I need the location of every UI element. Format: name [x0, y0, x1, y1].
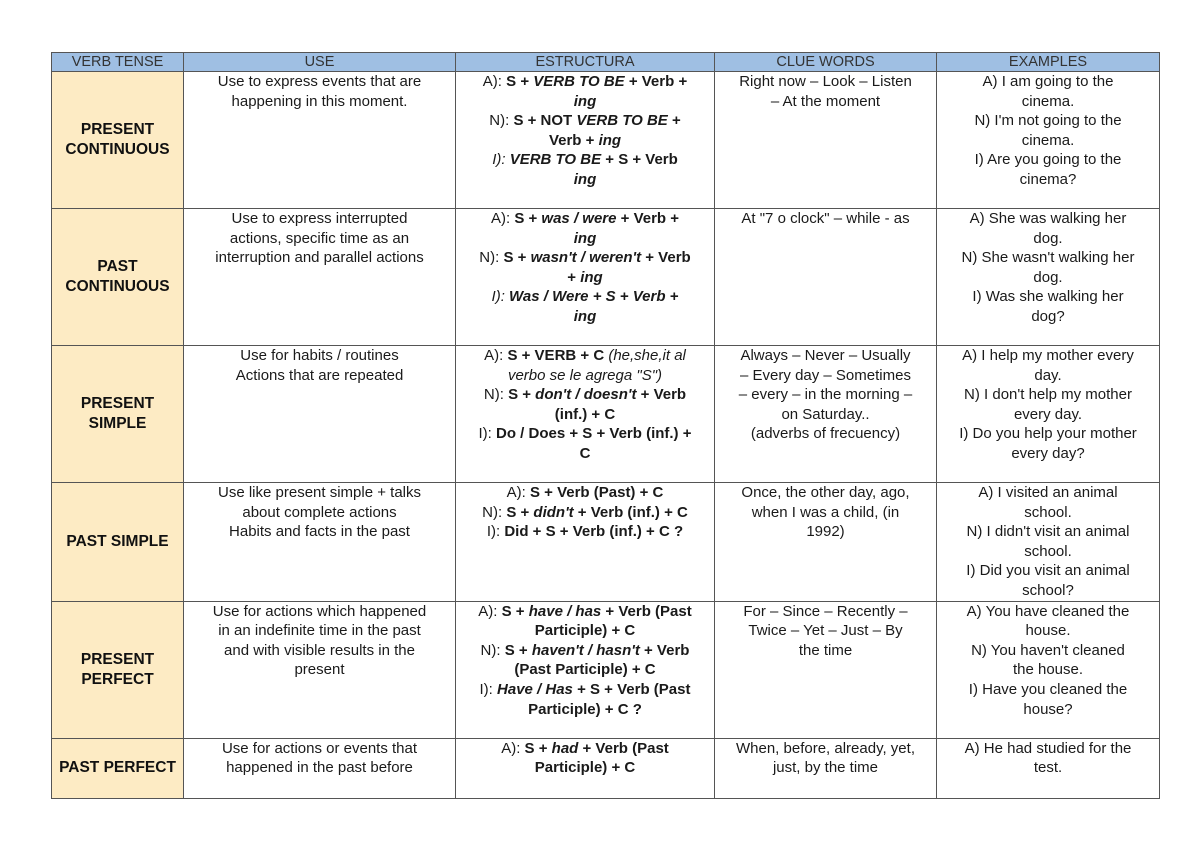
example-line: day. — [1034, 366, 1062, 384]
example-line: I) Have you cleaned the — [968, 680, 1128, 698]
structure-segment: N): — [482, 503, 507, 521]
structure-line — [460, 366, 710, 386]
structure-segment: wasn't / weren't — [530, 249, 642, 267]
structure-segment: S + NOT — [513, 112, 577, 130]
clue-line: Right now – Look – Listen — [739, 73, 912, 90]
example-line: test. — [1033, 759, 1063, 777]
use-line: Use to express interrupted — [231, 210, 408, 227]
structure-line — [460, 150, 710, 170]
structure-line — [460, 700, 710, 720]
structure-segment: I): — [492, 151, 510, 169]
structure-segment: + Verb (inf.) + C — [573, 503, 688, 521]
clue-line: Always – Never – Usually — [740, 347, 911, 364]
example-line: N) You haven't cleaned — [971, 641, 1125, 659]
example-line: school. — [1024, 503, 1072, 521]
tense-cell — [52, 72, 184, 209]
examples-cell — [937, 72, 1160, 209]
example-line: cinema? — [1019, 170, 1077, 188]
tense-name: PAST PERFECT — [59, 759, 176, 777]
table-row — [52, 738, 1160, 798]
structure-segment: ing — [573, 92, 597, 110]
examples-cell — [937, 601, 1160, 738]
use-cell — [184, 346, 456, 483]
structure-segment: Verb + — [548, 131, 599, 149]
structure-line — [460, 92, 710, 112]
example-line: A) I am going to the — [982, 73, 1114, 90]
structure-segment: A): — [506, 484, 530, 501]
structure-segment: (inf.) + C — [554, 405, 616, 423]
structure-segment: C — [579, 444, 591, 462]
clue-words-cell — [715, 72, 937, 209]
tense-cell — [52, 738, 184, 798]
use-line: interruption and parallel actions — [215, 249, 424, 267]
structure-segment: + Verb (Past — [601, 602, 692, 620]
example-line: cinema. — [1021, 131, 1075, 149]
use-cell — [184, 209, 456, 346]
clue-words-cell — [715, 346, 937, 483]
use-line: Use like present simple + talks — [218, 484, 421, 501]
example-line: dog? — [1031, 307, 1065, 325]
structure-cell — [456, 346, 715, 483]
tense-name: PRESENT CONTINUOUS — [65, 121, 170, 158]
clue-line: Twice – Yet – Just – By — [748, 622, 903, 640]
clue-words-cell — [715, 738, 937, 798]
structure-segment: + Verb — [639, 641, 690, 659]
use-line: Use for habits / routines — [240, 347, 399, 364]
examples-cell — [937, 209, 1160, 346]
use-cell — [184, 483, 456, 602]
structure-segment: Participle) + C ? — [528, 700, 642, 718]
tense-cell — [52, 346, 184, 483]
use-line: Actions that are repeated — [235, 366, 404, 384]
clue-line: the time — [798, 641, 853, 659]
tense-name: PRESENT PERFECT — [80, 650, 155, 688]
structure-segment: + — [667, 112, 681, 130]
structure-cell — [456, 601, 715, 738]
use-line: Habits and facts in the past — [229, 523, 410, 541]
header-verb-tense: VERB TENSE — [52, 53, 184, 72]
structure-segment: (he,she,it al — [608, 347, 686, 364]
tense-cell — [52, 601, 184, 738]
structure-line — [460, 405, 710, 425]
clue-line: – Every day – Sometimes — [740, 366, 911, 384]
structure-segment: didn't — [533, 503, 574, 521]
structure-line — [460, 72, 710, 92]
structure-segment: verbo se le agrega "S") — [507, 366, 663, 384]
structure-line — [460, 758, 710, 778]
structure-segment: S + Verb (Past) + C — [529, 484, 664, 501]
example-line: N) I didn't visit an animal — [966, 523, 1130, 541]
structure-segment: A): — [478, 602, 502, 620]
example-line: the house. — [1012, 661, 1084, 679]
use-line: Use for actions which happened — [212, 602, 427, 620]
structure-line — [460, 209, 710, 229]
structure-line — [460, 503, 710, 523]
example-line: A) You have cleaned the — [966, 602, 1130, 620]
example-line: N) She wasn't walking her — [961, 249, 1135, 267]
structure-segment: Do / Does + S + Verb (inf.) + — [496, 425, 692, 443]
examples-cell — [937, 483, 1160, 602]
use-line: Use for actions or events that — [221, 739, 418, 757]
clue-words-cell — [715, 209, 937, 346]
structure-line — [460, 170, 710, 190]
header-clue-words: CLUE WORDS — [715, 53, 937, 72]
structure-segment: + Verb + — [616, 210, 680, 227]
structure-line — [460, 287, 710, 307]
table-row — [52, 601, 1160, 738]
structure-segment: S + — [514, 210, 542, 227]
example-line: A) She was walking her — [969, 210, 1127, 227]
structure-line — [460, 111, 710, 131]
structure-line — [460, 248, 710, 268]
structure-cell — [456, 72, 715, 209]
examples-cell — [937, 738, 1160, 798]
structure-segment: N): — [489, 112, 514, 130]
header-use: USE — [184, 53, 456, 72]
example-line: A) He had studied for the — [964, 739, 1132, 757]
structure-segment: + S + Verb — [601, 151, 678, 169]
structure-segment: N): — [480, 641, 505, 659]
clue-line: For – Since – Recently – — [743, 602, 908, 620]
use-line: present — [294, 661, 345, 679]
structure-segment: Was / Were + S + Verb + — [509, 288, 679, 306]
verb-tenses-table — [51, 52, 1160, 799]
structure-segment: ing — [580, 268, 603, 286]
structure-line — [460, 346, 710, 366]
tense-cell — [52, 209, 184, 346]
use-line: happening in this moment. — [231, 92, 408, 110]
structure-segment: A): — [490, 210, 515, 227]
example-line: N) I don't help my mother — [964, 386, 1132, 404]
structure-line — [460, 602, 710, 622]
use-line: and with visible results in the — [224, 641, 415, 659]
structure-segment: have / has — [528, 602, 602, 620]
tense-cell — [52, 483, 184, 602]
structure-segment: S + — [506, 73, 534, 90]
clue-line: When, before, already, yet, — [736, 739, 915, 757]
structure-segment: A): — [484, 347, 508, 364]
example-line: cinema. — [1021, 92, 1075, 110]
clue-line: 1992) — [806, 523, 845, 541]
structure-segment: A): — [482, 73, 507, 90]
clue-line: (adverbs of frecuency) — [750, 425, 901, 443]
structure-line — [460, 739, 710, 759]
clue-line: – At the moment — [770, 92, 881, 110]
structure-segment: don't / doesn't — [535, 386, 637, 404]
use-cell — [184, 72, 456, 209]
structure-cell — [456, 738, 715, 798]
table-body — [52, 72, 1160, 799]
clue-line: when I was a child, (in — [751, 503, 900, 521]
structure-segment: N): — [479, 249, 504, 267]
structure-segment: S + — [503, 249, 531, 267]
structure-line — [460, 621, 710, 641]
structure-line — [460, 660, 710, 680]
use-cell — [184, 601, 456, 738]
table-row — [52, 483, 1160, 602]
structure-segment: I): — [486, 523, 505, 541]
structure-segment: A): — [501, 739, 525, 757]
structure-segment: Have / Has — [497, 680, 573, 698]
examples-cell — [937, 346, 1160, 483]
structure-segment: S + — [508, 386, 536, 404]
clue-words-cell — [715, 601, 937, 738]
structure-segment: + Verb + — [624, 73, 688, 90]
structure-segment: S + — [524, 739, 552, 757]
structure-line — [460, 522, 710, 542]
example-line: I) Did you visit an animal — [966, 562, 1130, 580]
table-row — [52, 72, 1160, 209]
structure-segment: haven't / hasn't — [531, 641, 640, 659]
structure-segment: (Past Participle) + C — [514, 661, 656, 679]
example-line: A) I help my mother every — [962, 347, 1134, 364]
structure-segment: S + VERB + C — [507, 347, 609, 364]
structure-line — [460, 268, 710, 288]
structure-segment: I): — [491, 288, 510, 306]
structure-segment: N): — [483, 386, 509, 404]
clue-line: just, by the time — [772, 759, 879, 777]
example-line: N) I'm not going to the — [974, 112, 1122, 130]
use-line: about complete actions — [242, 503, 397, 521]
structure-line — [460, 385, 710, 405]
structure-segment: Participle) + C — [534, 622, 636, 640]
structure-line — [460, 307, 710, 327]
example-line: house? — [1023, 700, 1073, 718]
structure-segment: + Verb — [641, 249, 691, 267]
tense-name: PAST SIMPLE — [66, 532, 169, 550]
clue-line: on Saturday.. — [781, 405, 870, 423]
use-cell — [184, 738, 456, 798]
structure-segment: ing — [598, 131, 622, 149]
example-line: dog. — [1033, 268, 1063, 286]
example-line: I) Do you help your mother — [959, 425, 1137, 443]
example-line: house. — [1025, 622, 1071, 640]
header-estructura: ESTRUCTURA — [456, 53, 715, 72]
structure-line — [460, 641, 710, 661]
structure-segment: ing — [573, 307, 597, 325]
structure-segment: had — [551, 739, 579, 757]
clue-line: Once, the other day, ago, — [741, 484, 910, 501]
structure-segment: S + — [504, 641, 532, 659]
structure-line — [460, 444, 710, 464]
tense-name: PRESENT SIMPLE — [80, 395, 155, 432]
structure-segment: Participle) + C — [534, 759, 636, 777]
structure-segment: + S + Verb (Past — [572, 680, 691, 698]
example-line: I) Was she walking her — [972, 288, 1124, 306]
example-line: every day. — [1013, 405, 1083, 423]
example-line: A) I visited an animal — [978, 484, 1118, 501]
structure-segment: + — [567, 268, 581, 286]
structure-segment: Did + S + Verb (inf.) + C ? — [504, 523, 684, 541]
use-line: in an indefinite time in the past — [218, 622, 421, 640]
structure-line — [460, 424, 710, 444]
structure-line — [460, 131, 710, 151]
example-line: every day? — [1011, 444, 1085, 462]
clue-line: – every – in the morning – — [738, 386, 913, 404]
example-line: school. — [1024, 542, 1072, 560]
example-line: school? — [1022, 581, 1074, 599]
structure-segment: I): — [479, 680, 498, 698]
header-examples: EXAMPLES — [937, 53, 1160, 72]
structure-segment: I): — [478, 425, 497, 443]
table-row — [52, 209, 1160, 346]
structure-segment: S + — [501, 602, 529, 620]
clue-words-cell — [715, 483, 937, 602]
structure-segment: VERB TO BE — [533, 73, 625, 90]
structure-segment: ing — [573, 229, 597, 247]
structure-segment: + Verb (Past — [578, 739, 669, 757]
structure-segment: VERB TO BE — [576, 112, 668, 130]
structure-line — [460, 229, 710, 249]
structure-line — [460, 680, 710, 700]
use-line: happened in the past before — [226, 759, 413, 777]
example-line: dog. — [1033, 229, 1063, 247]
use-line: Use to express events that are — [217, 73, 422, 90]
structure-line — [460, 483, 710, 503]
clue-line: At "7 o clock" – while - as — [741, 210, 910, 227]
structure-segment: ing — [573, 170, 597, 188]
structure-segment: S + — [506, 503, 534, 521]
structure-segment: was / were — [541, 210, 617, 227]
header-row — [52, 53, 1160, 72]
table-row — [52, 346, 1160, 483]
use-line: actions, specific time as an — [229, 229, 410, 247]
tense-name: PAST CONTINUOUS — [65, 258, 170, 295]
structure-segment: + Verb — [636, 386, 687, 404]
structure-segment: VERB TO BE — [509, 151, 602, 169]
example-line: I) Are you going to the — [974, 151, 1122, 169]
structure-cell — [456, 209, 715, 346]
structure-cell — [456, 483, 715, 602]
